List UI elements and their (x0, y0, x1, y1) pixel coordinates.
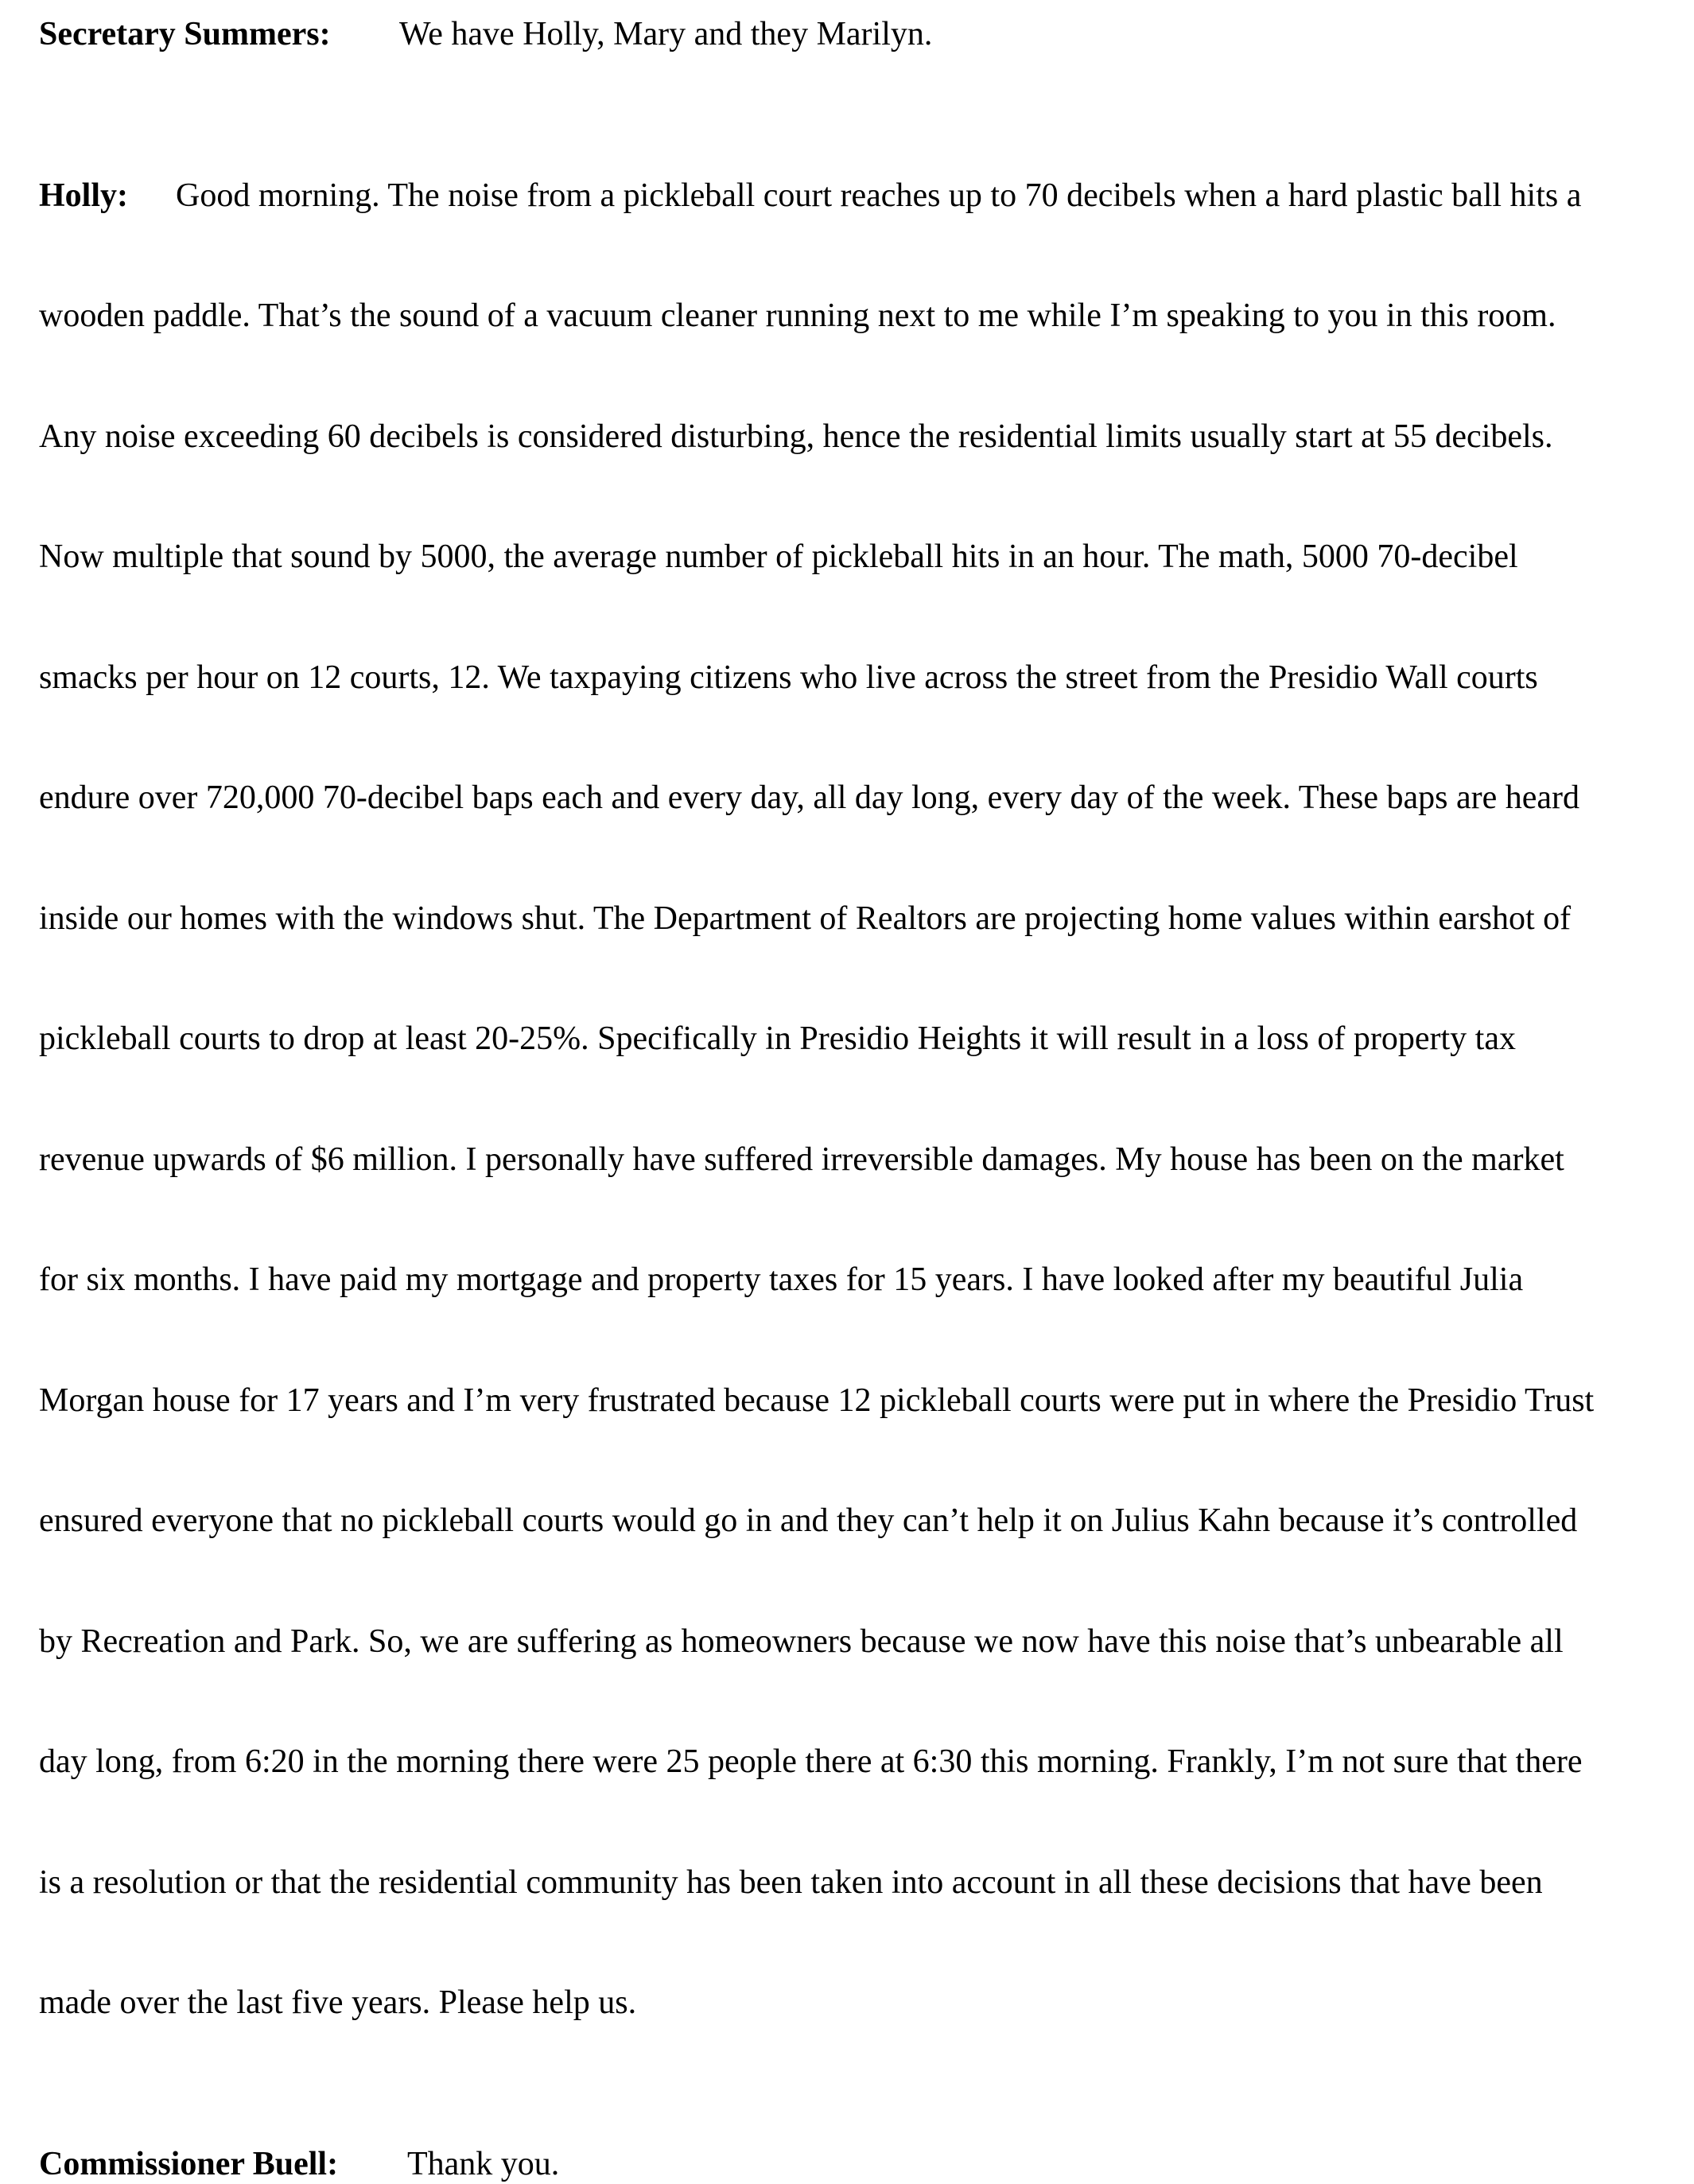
speech-line: pickleball courts to drop at least 20-25%. Specifically in Presidio Heights it will result in a loss of property tax (39, 1019, 1681, 1059)
speech-line: by Recreation and Park. So, we are suffering as homeowners because we now have this noise that’s unbearable all (39, 1622, 1681, 1662)
speech-line: Morgan house for 17 years and I’m very frustrated because 12 pickleball courts were put in where the Presidio Trust (39, 1381, 1681, 1421)
speech-line: made over the last five years. Please help us. (39, 1983, 1681, 2023)
speech-line: revenue upwards of $6 million. I personally have suffered irreversible damages. My house has been on the market (39, 1140, 1681, 1180)
speech-line: is a resolution or that the residential community has been taken into account in all these decisions that have been (39, 1863, 1681, 1903)
transcript-entry-commissioner-buell (39, 2144, 1681, 2184)
transcript-entry-holly (39, 95, 1681, 2104)
speech-line: inside our homes with the windows shut. The Department of Realtors are projecting home values within earshot of (39, 899, 1681, 939)
speech-line: Any noise exceeding 60 decibels is considered disturbing, hence the residential limits usually start at 55 decibels. (39, 417, 1681, 457)
speech-line: for six months. I have paid my mortgage and property taxes for 15 years. I have looked after my beautiful Julia (39, 1260, 1681, 1300)
speech-line: smacks per hour on 12 courts, 12. We taxpaying citizens who live across the street from the Presidio Wall courts (39, 658, 1681, 698)
speech-text: Good morning. The noise from a pickleball court reaches up to 70 decibels when a hard plastic ball hits a (176, 177, 1581, 214)
transcript-document (39, 14, 1681, 2184)
paragraph-spacer (39, 55, 1681, 95)
speech-text: Thank you. (407, 2146, 559, 2182)
speech-line: ensured everyone that no pickleball courts would go in and they can’t help it on Julius Kahn because it’s controlled (39, 1501, 1681, 1541)
speech-line: Now multiple that sound by 5000, the average number of pickleball hits in an hour. The math, 5000 70-decibel (39, 537, 1681, 577)
speech-line: day long, from 6:20 in the morning there were 25 people there at 6:30 this morning. Frankly, I’m not sure that there (39, 1742, 1681, 1782)
speaker-name: Holly: (39, 176, 176, 216)
transcript-entry-secretary-summers (39, 14, 1681, 55)
paragraph-spacer (39, 2104, 1681, 2144)
speech-text: We have Holly, Mary and they Marilyn. (399, 16, 932, 52)
speech-line: endure over 720,000 70-decibel baps each and every day, all day long, every day of the week. These baps are heard (39, 778, 1681, 818)
speech-line: wooden paddle. That’s the sound of a vacuum cleaner running next to me while I’m speaking to you in this room. (39, 296, 1681, 336)
speech-line (39, 176, 1681, 216)
speaker-name: Commissioner Buell: (39, 2144, 407, 2184)
speaker-name: Secretary Summers: (39, 14, 399, 55)
